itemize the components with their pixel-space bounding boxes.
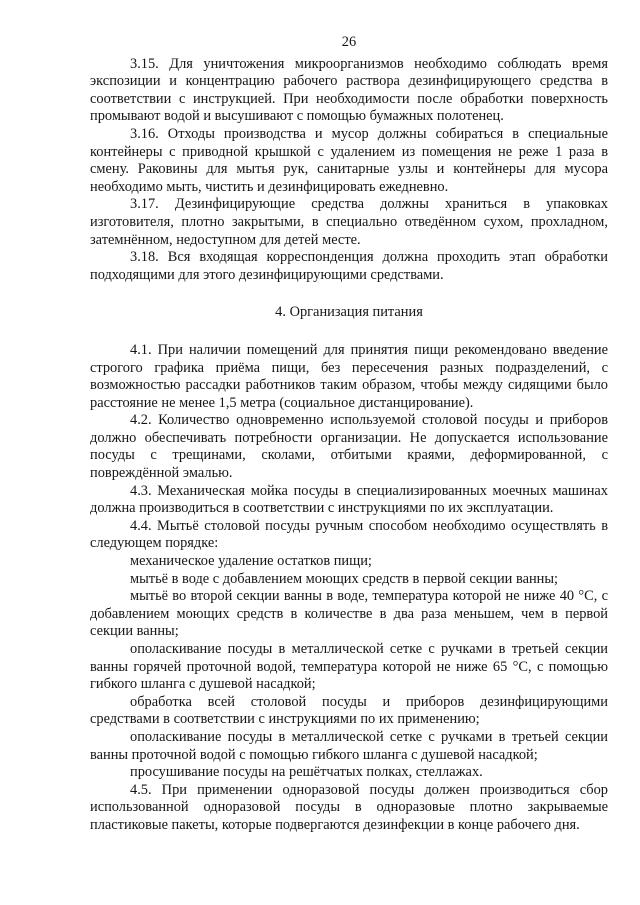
- paragraph-4-5: 4.5. При применении одноразовой посуды должен производиться сбор использованной одноразовой посуды в одноразовые плотно закрываемые пластиковые пакеты, которые подвергаются дезинфекции в конце рабочего дня.: [90, 781, 608, 833]
- washing-step: обработка всей столовой посуды и приборов дезинфицирующими средствами в соответствии с инструкциями по их применению;: [90, 693, 608, 728]
- paragraph-3-15: 3.15. Для уничтожения микроорганизмов необходимо соблюдать время экспозиции и концентрацию рабочего раствора дезинфицирующего средства в соответствии с инструкцией. При необходимости после обработки поверхность промывают водой и высушивают с помощью бумажных полотенец.: [90, 55, 608, 125]
- washing-step: ополаскивание посуды в металлической сетке с ручками в третьей секции ванны горячей проточной водой, температура которой не ниже 65 °С, с помощью гибкого шланга с душевой насадкой;: [90, 641, 608, 693]
- washing-step: мытьё в воде с добавлением моющих средств в первой секции ванны;: [130, 570, 559, 587]
- paragraph-4-1: 4.1. При наличии помещений для принятия пищи рекомендовано введение строгого графика приёма пищи, без пересечения разных подразделений, с возможностью рассадки работников таким образом, чтобы между сидящими было расстояние не менее 1,5 метра (социальное дистанцирование).: [90, 341, 608, 411]
- washing-step: просушивание посуды на решётчатых полках, стеллажах.: [130, 764, 483, 781]
- paragraph-3-17: 3.17. Дезинфицирующие средства должны храниться в упаковках изготовителя, плотно закрытыми, в специально отведённом сухом, прохладном, затемнённом, недоступном для детей месте.: [90, 196, 608, 248]
- washing-step: ополаскивание посуды в металлической сетке с ручками в третьей секции ванны проточной водой с помощью гибкого шланга с душевой насадкой;: [90, 728, 608, 763]
- washing-step: механическое удаление остатков пищи;: [130, 553, 372, 570]
- document-page: [90, 34, 608, 835]
- washing-steps-list: [90, 553, 608, 782]
- paragraph-3-16: 3.16. Отходы производства и мусор должны собираться в специальные контейнеры с приводной крышкой с удалением из помещения не реже 1 раза в смену. Раковины для мытья рук, санитарные узлы и контейнеры для мусора необходимо мыть, чистить и дезинфицировать ежедневно.: [90, 125, 608, 195]
- paragraph-4-4: 4.4. Мытьё столовой посуды ручным способом необходимо осуществлять в следующем порядке:: [90, 517, 608, 552]
- washing-step: мытьё во второй секции ванны в воде, температура которой не ниже 40 °С, с добавлением моющих средств в количестве в два раза меньшем, чем в первой секции ванны;: [90, 588, 608, 640]
- paragraph-4-2: 4.2. Количество одновременно используемой столовой посуды и приборов должно обеспечивать потребности организации. Не допускается использование посуды с трещинами, сколами, отбитыми краями, деформированной, с повреждённой эмалью.: [90, 412, 608, 482]
- page-number: 26: [341, 34, 357, 50]
- paragraph-3-18: 3.18. Вся входящая корреспонденция должна проходить этап обработки подходящими для этого дезинфицирующими средствами.: [90, 249, 608, 283]
- section-heading-food: 4. Организация питания: [275, 304, 423, 321]
- paragraph-4-3: 4.3. Механическая мойка посуды в специализированных моечных машинах должна производиться в соответствии с инструкциями по их эксплуатации.: [90, 482, 608, 517]
